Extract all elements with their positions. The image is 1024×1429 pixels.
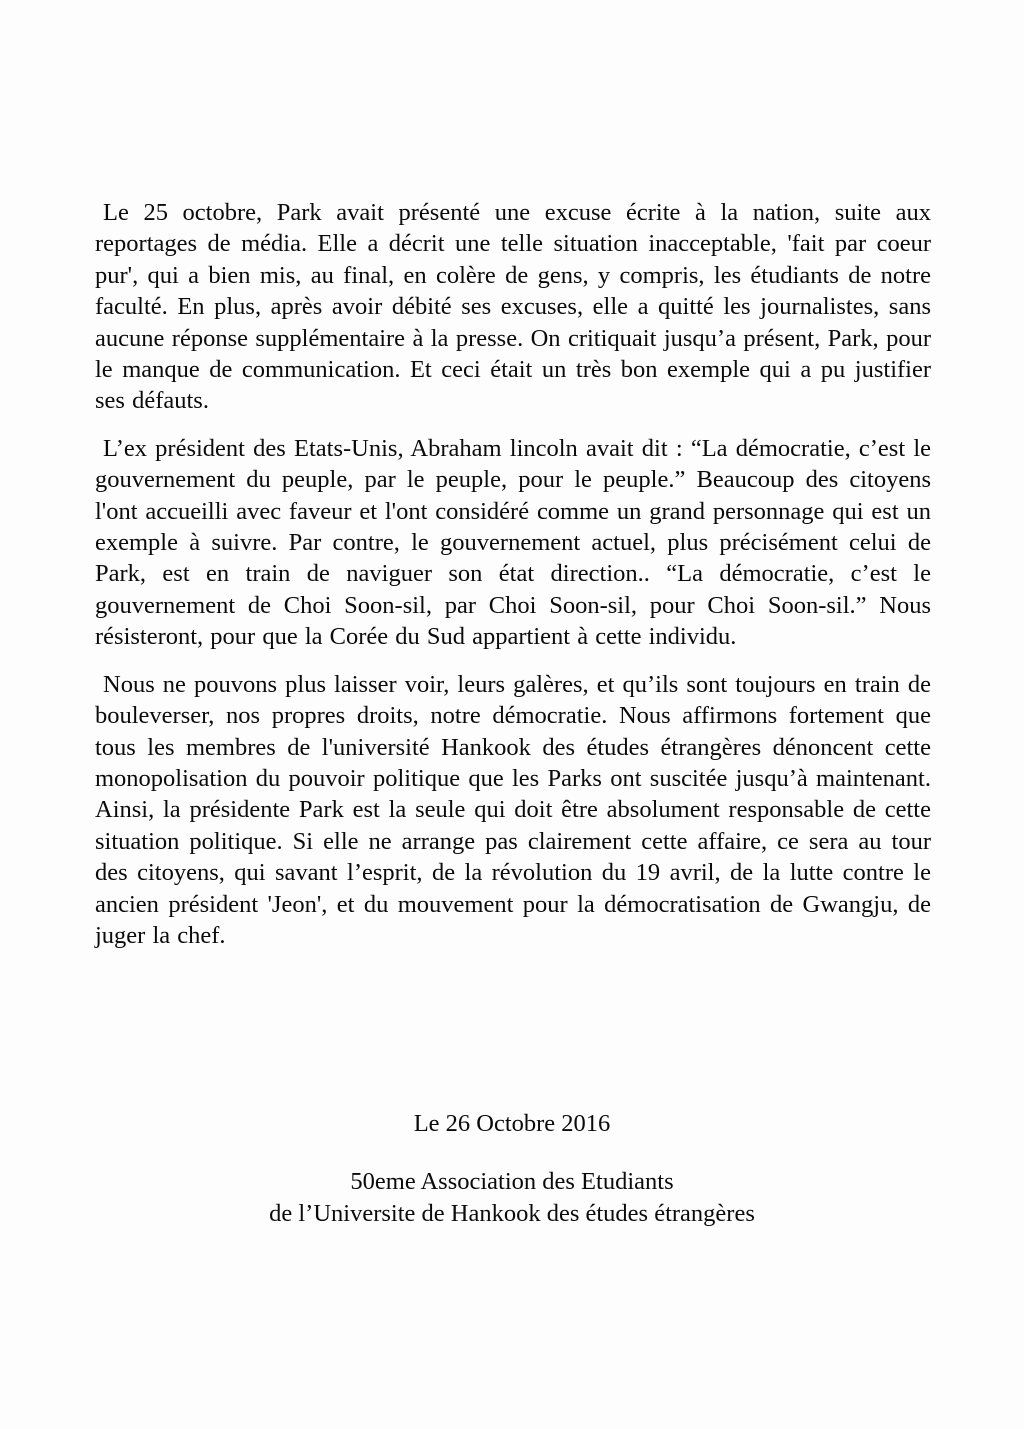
paragraph-declaration: Nous ne pouvons plus laisser voir, leurs galères, et qu’ils sont toujours en train de bouleverser, nos propres droits, notre démocratie. Nous affirmons fortement que tous les membres de l'université Hankook des études étrangères dénoncent cette monopolisation du pouvoir politique que les Parks ont suscitée jusqu’à maintenant. Ainsi, la présidente Park est la seule qui doit être absolument responsable de cette situation politique. Si elle ne arrange pas clairement cette affaire, ce sera au tour des citoyens, qui savant l’esprit, de la révolution du 19 avril, de la lutte contre le ancien président 'Jeon', et du mouvement pour la démocratisation de Gwangju, de juger la chef. [95,670,931,949]
letter-body [95,197,931,967]
signature-line-association: 50eme Association des Etudiants [350,1168,674,1196]
letter-closing [0,1108,1024,1229]
signature-line-university: de l’Universite de Hankook des études étrangères [269,1199,755,1227]
paragraph-apology: Le 25 octobre, Park avait présenté une excuse écrite à la nation, suite aux reportages de média. Elle a décrit une telle situation inacceptable, 'fait par coeur pur', qui a bien mis, au final, en colère de gens, y compris, les étudiants de notre faculté. En plus, après avoir débité ses excuses, elle a quitté les journalistes, sans aucune réponse supplémentaire à la presse. On critiquait jusqu’a présent, Park, pour le manque de communication. Et ceci était un très bon exemple qui a pu justifier ses défauts. [95,199,931,415]
paragraph-lincoln-quote: L’ex président des Etats-Unis, Abraham lincoln avait dit : “La démocratie, c’est le gouvernement du peuple, par le peuple, pour le peuple.” Beaucoup des citoyens l'ont accueilli avec faveur et l'ont considéré comme un grand personnage qui est un exemple à suivre. Par contre, le gouvernement actuel, plus précisément celui de Park, est en train de naviguer son état direction.. “La démocratie, c’est le gouvernement de Choi Soon-sil, par Choi Soon-sil, pour Choi Soon-sil.” Nous résisteront, pour que la Corée du Sud appartient à cette individu. [95,434,931,651]
date-line: Le 26 Octobre 2016 [413,1110,611,1137]
